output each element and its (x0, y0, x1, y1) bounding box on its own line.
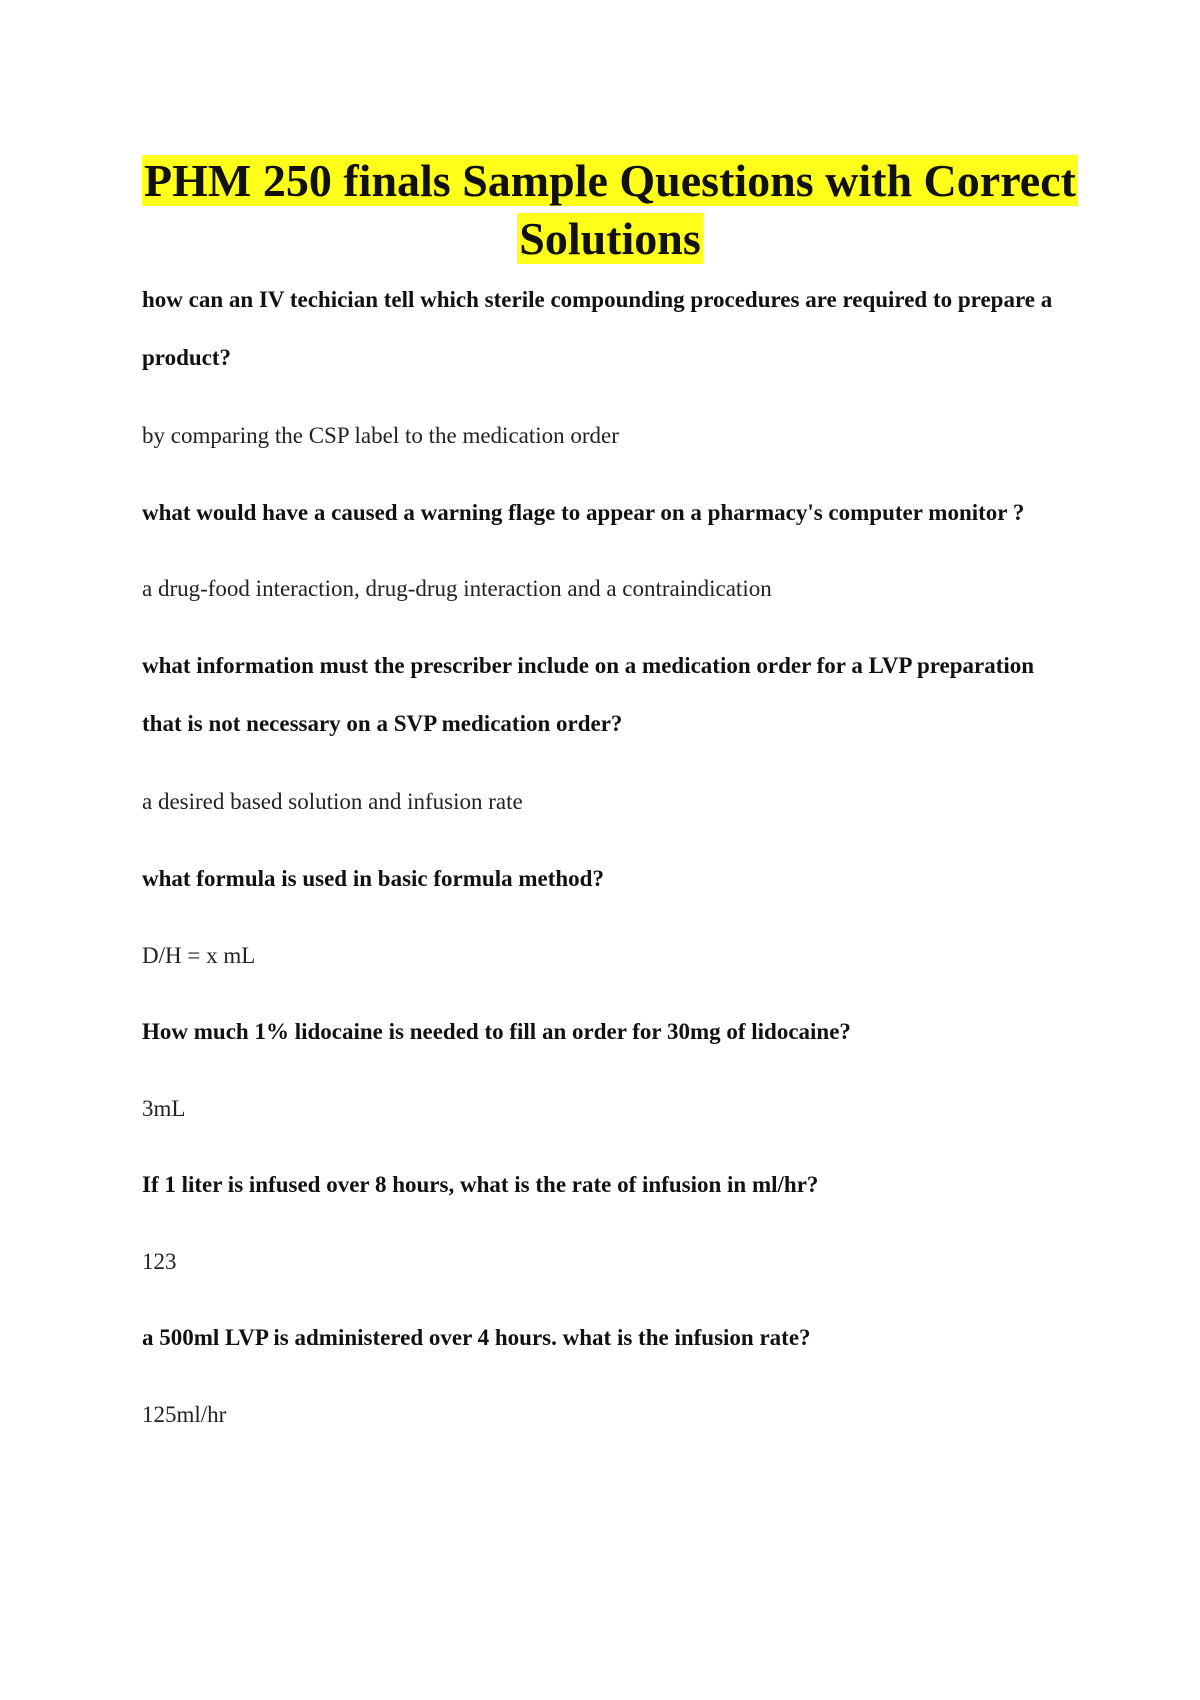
answer-1: by comparing the CSP label to the medication order (142, 423, 619, 448)
answer-7: 125ml/hr (142, 1402, 227, 1427)
question-2: what would have a caused a warning flage to appear on a pharmacy's computer monitor ? (142, 500, 1025, 525)
answer-2: a drug-food interaction, drug-drug interaction and a contraindication (142, 576, 772, 601)
answer-5: 3mL (142, 1096, 186, 1121)
document-title (140, 152, 1080, 268)
question-7: a 500ml LVP is administered over 4 hours. what is the infusion rate? (142, 1325, 811, 1350)
question-1: how can an IV techician tell which sterile compounding procedures are required to prepare a product? (142, 287, 1053, 370)
question-3: what information must the prescriber include on a medication order for a LVP preparation that is not necessary on a SVP medication order? (142, 653, 1035, 736)
answer-3: a desired based solution and infusion rate (142, 789, 523, 814)
answer-4: D/H = x mL (142, 943, 256, 968)
question-5: How much 1% lidocaine is needed to fill an order for 30mg of lidocaine? (142, 1019, 851, 1044)
answer-6: 123 (142, 1249, 177, 1274)
question-6: If 1 liter is infused over 8 hours, what is the rate of infusion in ml/hr? (142, 1172, 819, 1197)
document-title-text: PHM 250 finals Sample Questions with Correct Solutions (144, 155, 1076, 264)
question-4: what formula is used in basic formula method? (142, 866, 604, 891)
